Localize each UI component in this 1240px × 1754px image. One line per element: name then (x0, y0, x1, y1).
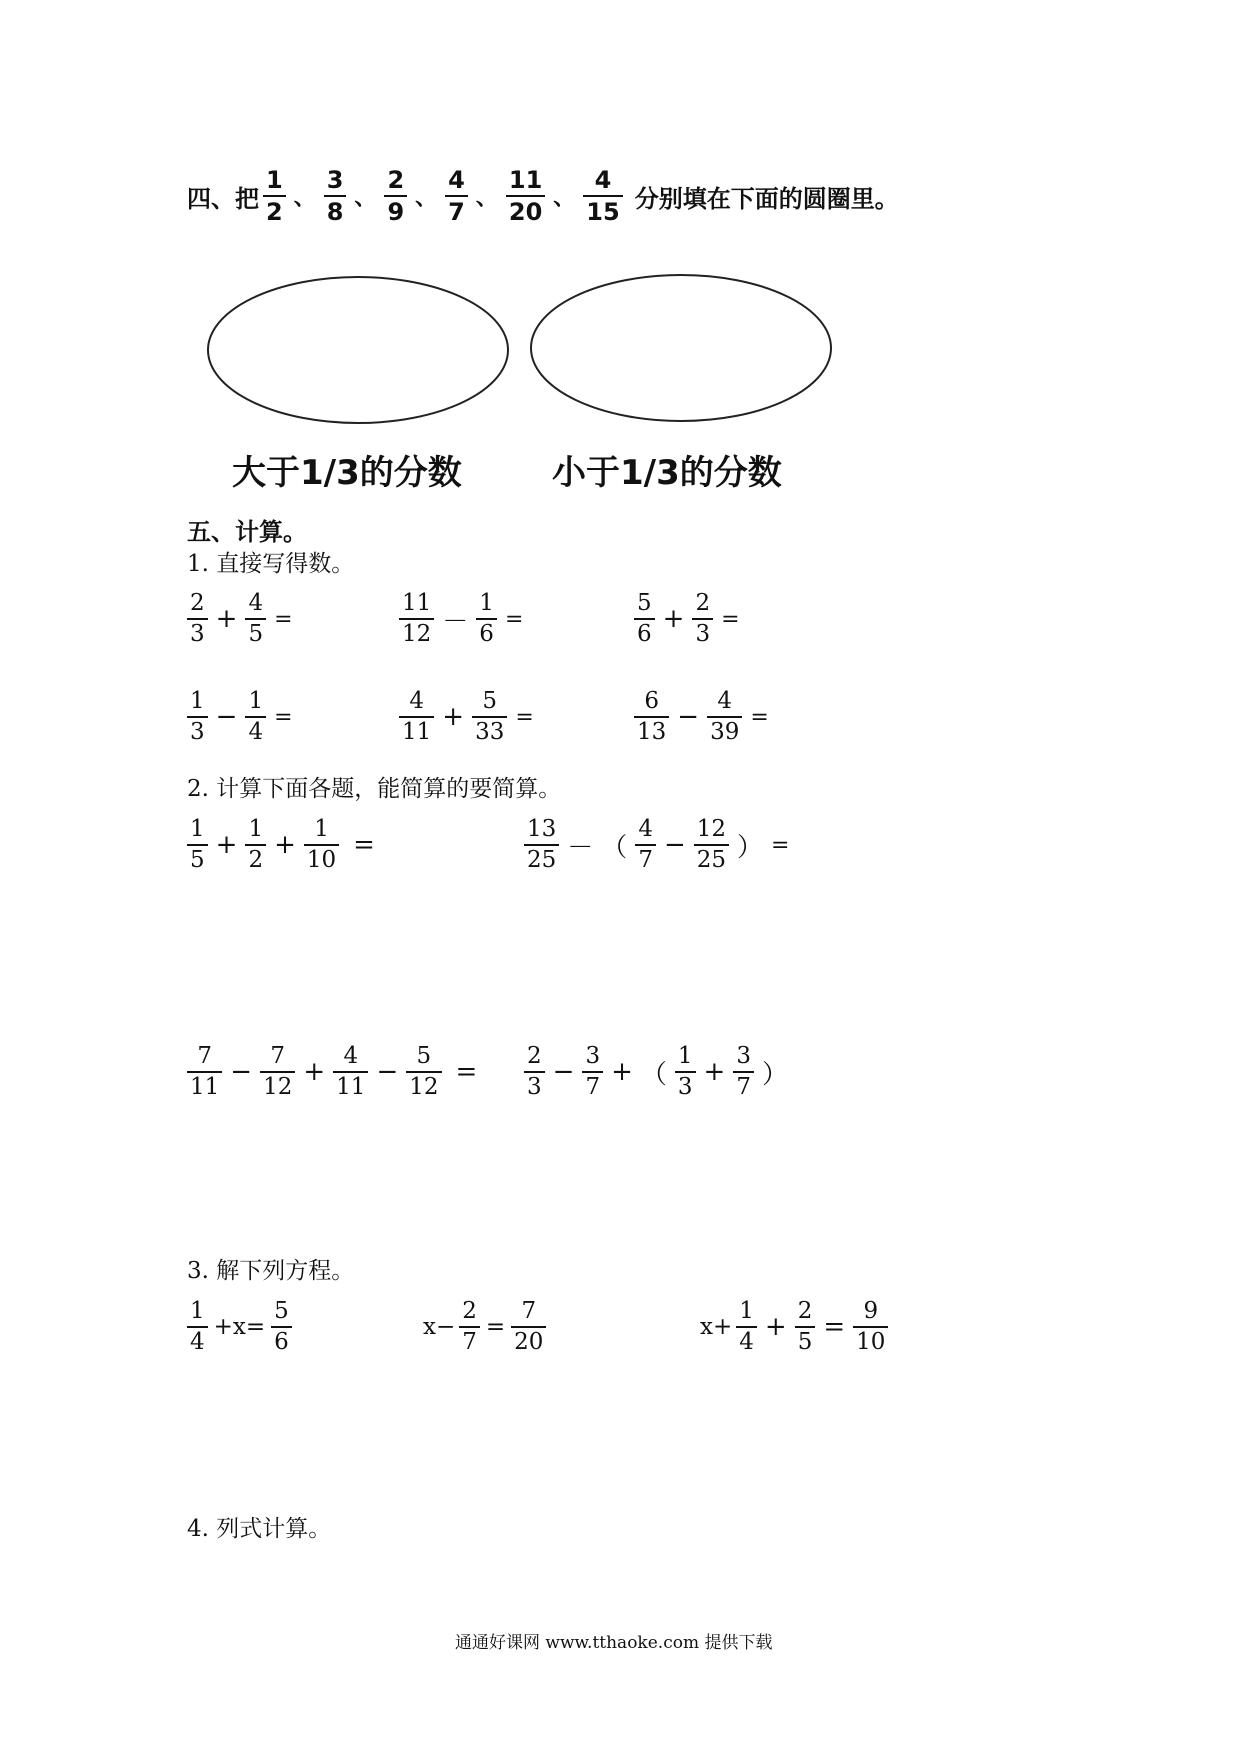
fraction-6: $\frac{4}{15}$ (583, 168, 622, 224)
separator: 、 (415, 184, 438, 211)
section5-title: 五、计算。 (187, 518, 307, 546)
q1-r1-b: $\frac{11}{12}$ － $\frac{1}{6}$ = (395, 592, 523, 646)
fraction-3: $\frac{2}{9}$ (384, 168, 407, 224)
q2-e3: $\frac{7}{11}$ − $\frac{7}{12}$ + $\frac{4}{11}$ − $\frac{5}{12}$ = (183, 1045, 481, 1099)
q1-title: 1. 直接写得数。 (187, 551, 355, 577)
q3-eq2: x− $\frac{2}{7}$ = $\frac{7}{20}$ (423, 1300, 550, 1354)
ellipse-less (531, 275, 831, 421)
q1-r2-b: $\frac{4}{11}$ + $\frac{5}{33}$ = (395, 690, 534, 744)
fraction-2: $\frac{3}{8}$ (324, 168, 347, 224)
q1-r1-c: $\frac{5}{6}$ + $\frac{2}{3}$ = (630, 592, 740, 646)
separator: 、 (293, 184, 316, 211)
q3-title: 3. 解下列方程。 (187, 1258, 355, 1284)
ellipse-greater (208, 277, 508, 423)
q1-r2-c: $\frac{6}{13}$ − $\frac{4}{39}$ = (630, 690, 769, 744)
q2-e2: $\frac{13}{25}$ － （ $\frac{4}{7}$ − $\frac{12}{25}$ ） = (520, 818, 789, 872)
fraction-5: $\frac{11}{20}$ (506, 168, 545, 224)
q1-r1-a: $\frac{2}{3}$ + $\frac{4}{5}$ = (183, 592, 293, 646)
q1-r2-a: $\frac{1}{3}$ − $\frac{1}{4}$ = (183, 690, 293, 744)
separator: 、 (553, 184, 576, 211)
label-less-than-third: 小于1/3的分数 (552, 453, 782, 493)
fraction-4: $\frac{4}{7}$ (445, 168, 468, 224)
q3-eq3: x+ $\frac{1}{4}$ + $\frac{2}{5}$ = $\frac{9}{10}$ (700, 1300, 892, 1354)
page-footer: 通通好课网 www.tthaoke.com 提供下载 (455, 1633, 773, 1653)
label-greater-than-third: 大于1/3的分数 (232, 453, 462, 493)
q2-e1: $\frac{1}{5}$ + $\frac{1}{2}$ + $\frac{1}{10}$ = (183, 818, 379, 872)
separator: 、 (475, 184, 498, 211)
q4-title: 4. 列式计算。 (187, 1516, 332, 1542)
section4-prefix: 四、把 (187, 184, 259, 213)
fraction-1: $\frac{1}{2}$ (263, 168, 286, 224)
ellipses-figure (200, 270, 850, 440)
separator: 、 (354, 184, 377, 211)
section4-suffix: 分别填在下面的圆圈里。 (634, 184, 899, 213)
q3-eq1: $\frac{1}{4}$ +x= $\frac{5}{6}$ (183, 1300, 296, 1354)
section4-instruction (187, 168, 899, 224)
q2-title: 2. 计算下面各题，能简算的要简算。 (187, 776, 562, 802)
q2-e4: $\frac{2}{3}$ − $\frac{3}{7}$ + （ $\frac{1}{3}$ + $\frac{3}{7}$ ） (520, 1045, 792, 1099)
